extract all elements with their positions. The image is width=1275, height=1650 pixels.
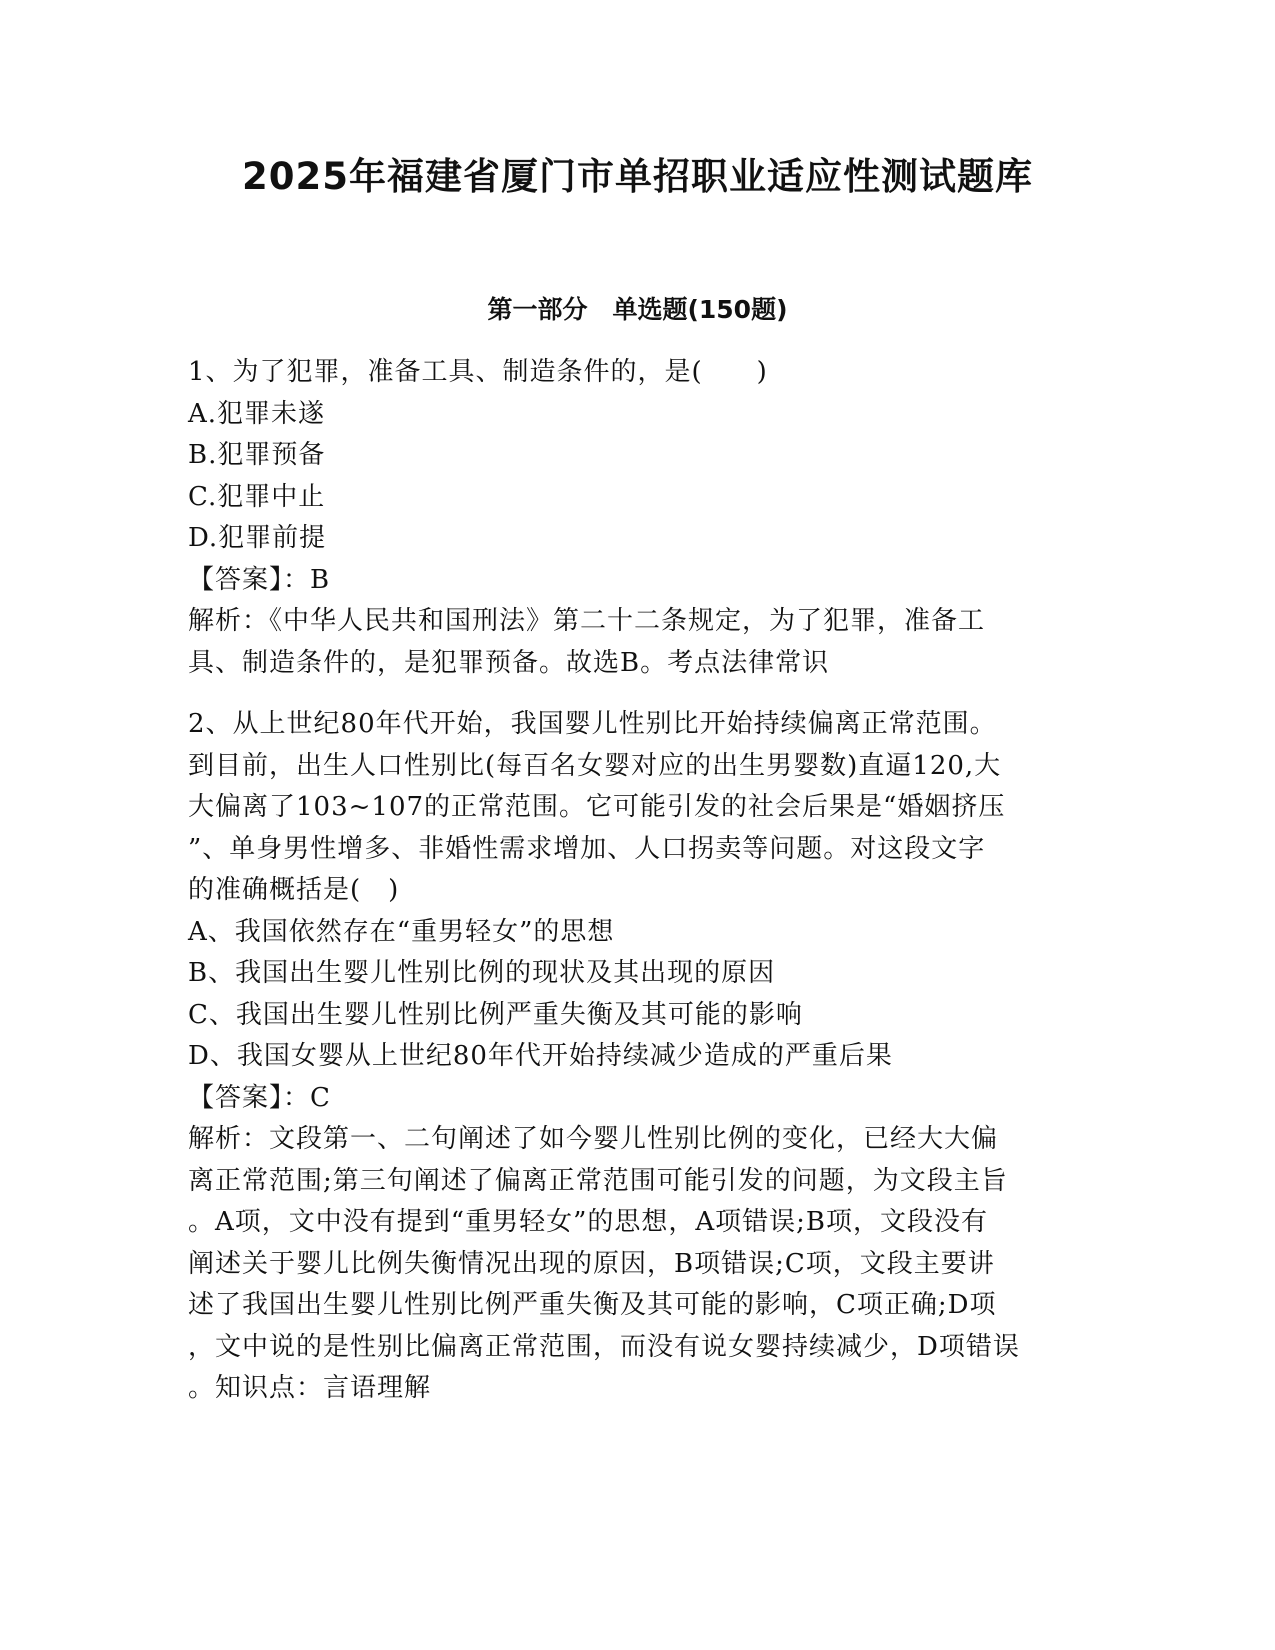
- option-d: D.犯罪前提: [188, 523, 327, 553]
- analysis-line: 。知识点：言语理解: [188, 1373, 432, 1403]
- analysis-line: 具、制造条件的，是犯罪预备。故选B。考点法律常识: [188, 647, 830, 678]
- option-d: D、我国女婴从上世纪80年代开始持续减少造成的严重后果: [188, 1041, 893, 1071]
- question-2: [188, 704, 1088, 1410]
- analysis-line: 离正常范围;第三句阐述了偏离正常范围可能引发的问题，为文段主旨: [188, 1165, 1008, 1196]
- option-c: C.犯罪中止: [188, 481, 326, 512]
- analysis-line: 。A项，文中没有提到“重男轻女”的思想，A项错误;B项，文段没有: [188, 1207, 989, 1237]
- analysis-line: 述了我国出生婴儿性别比例严重失衡及其可能的影响，C项正确;D项: [188, 1290, 997, 1320]
- question-stem-line: 1、为了犯罪，准备工具、制造条件的，是( ): [188, 357, 768, 387]
- option-a: A、我国依然存在“重男轻女”的思想: [188, 916, 615, 947]
- question-stem-line: 大偏离了103~107的正常范围。它可能引发的社会后果是“婚姻挤压: [188, 792, 1006, 822]
- option-c: C、我国出生婴儿性别比例严重失衡及其可能的影响: [188, 999, 803, 1030]
- analysis-line: ，文中说的是性别比偏离正常范围，而没有说女婴持续减少，D项错误: [188, 1331, 1020, 1362]
- answer-line: 【答案】：B: [188, 564, 331, 595]
- analysis-line: 解析：文段第一、二句阐述了如今婴儿性别比例的变化，已经大大偏: [188, 1124, 999, 1154]
- option-b: B、我国出生婴儿性别比例的现状及其出现的原因: [188, 958, 776, 988]
- question-stem-line: 的准确概括是( ): [188, 875, 400, 905]
- section-title: 第一部分 单选题(150题): [487, 295, 788, 324]
- analysis-line: 阐述关于婴儿比例失衡情况出现的原因，B项错误;C项，文段主要讲: [188, 1248, 995, 1279]
- document-title: 2025年福建省厦门市单招职业适应性测试题库: [242, 155, 1033, 198]
- question-list: [188, 352, 1088, 1410]
- question-1: [188, 352, 1088, 684]
- answer-line: 【答案】：C: [188, 1082, 331, 1113]
- question-stem-line: 到目前，出生人口性别比(每百名女婴对应的出生男婴数)直逼120,大: [188, 750, 1002, 781]
- question-stem-line: 2、从上世纪80年代开始，我国婴儿性别比开始持续偏离正常范围。: [188, 709, 997, 739]
- analysis-line: 解析：《中华人民共和国刑法》第二十二条规定，为了犯罪，准备工: [188, 606, 986, 636]
- option-b: B.犯罪预备: [188, 440, 326, 470]
- option-a: A.犯罪未遂: [188, 398, 326, 429]
- question-stem-line: ”、单身男性增多、非婚性需求增加、人口拐卖等问题。对这段文字: [188, 833, 986, 864]
